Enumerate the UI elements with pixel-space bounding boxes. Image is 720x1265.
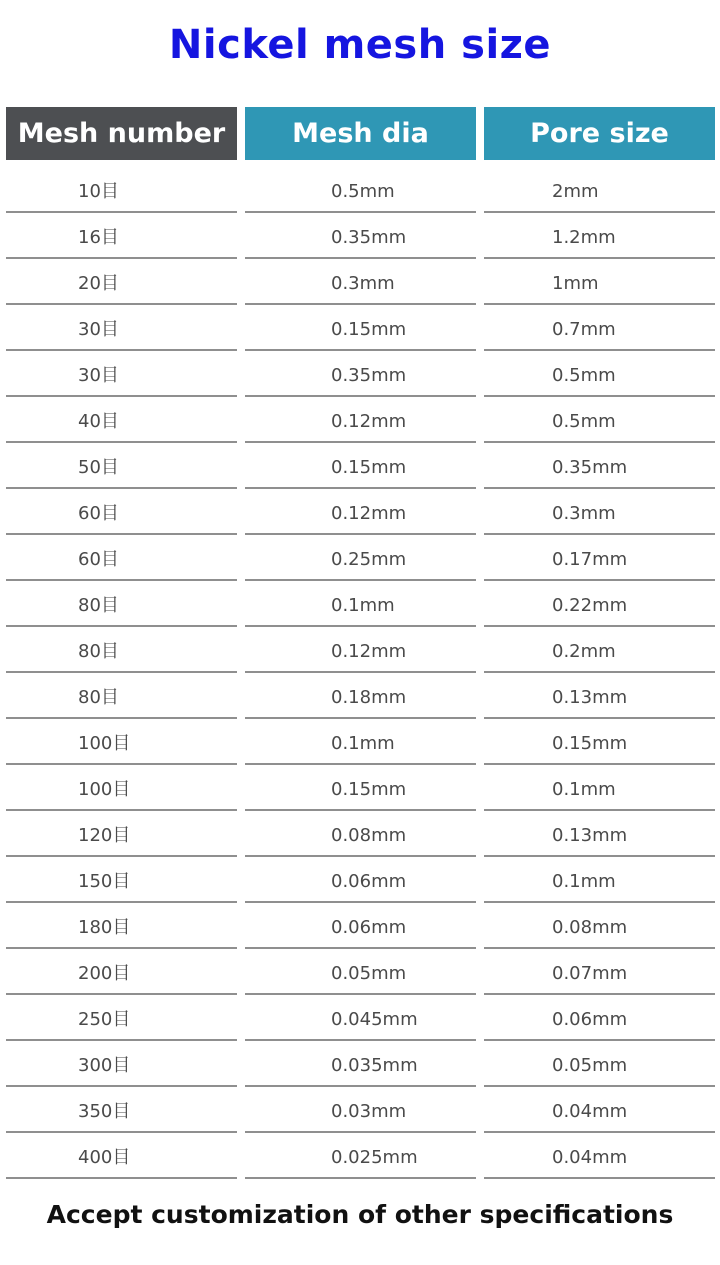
footer-note: Accept customization of other specifications <box>46 1200 674 1229</box>
table-row <box>0 447 720 493</box>
pore-size-cell: 0.2mm <box>484 631 715 673</box>
mesh-dia-cell: 0.3mm <box>245 263 476 305</box>
mesh-number-cell: 100目 <box>6 769 237 811</box>
mesh-dia-cell: 0.025mm <box>245 1137 476 1179</box>
pore-size-cell: 0.04mm <box>484 1137 715 1179</box>
mesh-dia-cell: 0.12mm <box>245 401 476 443</box>
mesh-number-cell: 40目 <box>6 401 237 443</box>
mesh-number-cell: 80目 <box>6 677 237 719</box>
table-row <box>0 999 720 1045</box>
mesh-dia-cell: 0.15mm <box>245 309 476 351</box>
table-row <box>0 815 720 861</box>
mesh-dia-cell: 0.35mm <box>245 355 476 397</box>
pore-size-cell: 0.05mm <box>484 1045 715 1087</box>
table-row <box>0 493 720 539</box>
pore-size-cell: 0.17mm <box>484 539 715 581</box>
mesh-dia-cell: 0.12mm <box>245 493 476 535</box>
pore-size-cell: 0.07mm <box>484 953 715 995</box>
mesh-dia-cell: 0.25mm <box>245 539 476 581</box>
mesh-dia-cell: 0.05mm <box>245 953 476 995</box>
mesh-number-cell: 60目 <box>6 493 237 535</box>
mesh-number-cell: 80目 <box>6 631 237 673</box>
table-row <box>0 861 720 907</box>
mesh-number-cell: 100目 <box>6 723 237 765</box>
mesh-number-cell: 30目 <box>6 309 237 351</box>
mesh-number-cell: 250目 <box>6 999 237 1041</box>
mesh-dia-cell: 0.18mm <box>245 677 476 719</box>
mesh-number-cell: 300目 <box>6 1045 237 1087</box>
table-row <box>0 355 720 401</box>
table-row <box>0 907 720 953</box>
table-row <box>0 309 720 355</box>
table-row <box>0 631 720 677</box>
table-row <box>0 677 720 723</box>
table-row <box>0 1137 720 1183</box>
table-row <box>0 263 720 309</box>
mesh-dia-cell: 0.045mm <box>245 999 476 1041</box>
table-row <box>0 539 720 585</box>
pore-size-cell: 0.13mm <box>484 677 715 719</box>
mesh-size-table <box>0 171 720 1183</box>
pore-size-cell: 0.13mm <box>484 815 715 857</box>
mesh-number-cell: 120目 <box>6 815 237 857</box>
pore-size-cell: 0.1mm <box>484 861 715 903</box>
mesh-dia-cell: 0.08mm <box>245 815 476 857</box>
pore-size-cell: 0.5mm <box>484 401 715 443</box>
mesh-number-cell: 60目 <box>6 539 237 581</box>
page-title: Nickel mesh size <box>168 22 552 68</box>
table-row <box>0 585 720 631</box>
pore-size-cell: 0.5mm <box>484 355 715 397</box>
mesh-dia-cell: 0.12mm <box>245 631 476 673</box>
pore-size-cell: 0.3mm <box>484 493 715 535</box>
mesh-dia-cell: 0.35mm <box>245 217 476 259</box>
table-row <box>0 1045 720 1091</box>
header-mesh-dia: Mesh dia <box>245 107 476 160</box>
table-row <box>0 401 720 447</box>
mesh-dia-cell: 0.06mm <box>245 907 476 949</box>
pore-size-cell: 0.08mm <box>484 907 715 949</box>
table-row <box>0 953 720 999</box>
mesh-number-cell: 400目 <box>6 1137 237 1179</box>
mesh-number-cell: 80目 <box>6 585 237 627</box>
header-mesh-number: Mesh number <box>6 107 237 160</box>
mesh-number-cell: 180目 <box>6 907 237 949</box>
pore-size-cell: 0.1mm <box>484 769 715 811</box>
pore-size-cell: 2mm <box>484 171 715 213</box>
mesh-number-cell: 200目 <box>6 953 237 995</box>
pore-size-cell: 0.35mm <box>484 447 715 489</box>
pore-size-cell: 0.7mm <box>484 309 715 351</box>
mesh-dia-cell: 0.035mm <box>245 1045 476 1087</box>
pore-size-cell: 0.15mm <box>484 723 715 765</box>
mesh-number-cell: 20目 <box>6 263 237 305</box>
mesh-number-cell: 16目 <box>6 217 237 259</box>
pore-size-cell: 0.06mm <box>484 999 715 1041</box>
mesh-number-cell: 10目 <box>6 171 237 213</box>
table-row <box>0 171 720 217</box>
mesh-number-cell: 30目 <box>6 355 237 397</box>
pore-size-cell: 0.04mm <box>484 1091 715 1133</box>
pore-size-cell: 1mm <box>484 263 715 305</box>
mesh-dia-cell: 0.03mm <box>245 1091 476 1133</box>
mesh-number-cell: 50目 <box>6 447 237 489</box>
mesh-number-cell: 150目 <box>6 861 237 903</box>
mesh-number-cell: 350目 <box>6 1091 237 1133</box>
mesh-dia-cell: 0.06mm <box>245 861 476 903</box>
mesh-dia-cell: 0.1mm <box>245 723 476 765</box>
mesh-dia-cell: 0.15mm <box>245 447 476 489</box>
table-row <box>0 217 720 263</box>
pore-size-cell: 0.22mm <box>484 585 715 627</box>
mesh-dia-cell: 0.15mm <box>245 769 476 811</box>
table-row <box>0 723 720 769</box>
table-row <box>0 769 720 815</box>
mesh-dia-cell: 0.1mm <box>245 585 476 627</box>
header-pore-size: Pore size <box>484 107 715 160</box>
mesh-dia-cell: 0.5mm <box>245 171 476 213</box>
pore-size-cell: 1.2mm <box>484 217 715 259</box>
table-row <box>0 1091 720 1137</box>
